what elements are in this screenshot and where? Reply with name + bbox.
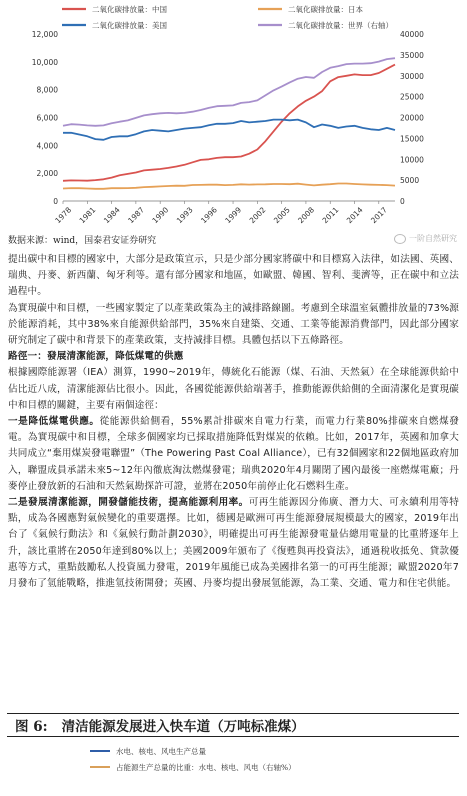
chart-lines bbox=[63, 58, 395, 189]
legend-item-hydro-nuclear-wind bbox=[90, 743, 420, 759]
paragraph-text: 可再生能源因分佈廣、潛力大、可永續利用等特點，成為各國應對氣候變化的重要選擇。比如，德國是歐洲可再生能源發展規模最大的國家，2019年出台了《氣候行動法》和《氣候行動計劃2030》，明確提出可再生能源發電量佔總用電量的比重將逐年上升，該比重將在2050年達到80%以上；美國2009年頒布了《復甦與再投資法》，通過稅收抵免、貸款優惠等方式，重點鼓勵私人投資風力發電，2019年風能已成為美國排名第一的可再生能源；歐盟2020年7月發布了氫能戰略，推進氫技術開發；英國、丹麥均提出發展氫能源，為工業、交通、電力和住宅供能。 bbox=[8, 497, 459, 590]
y-tick-label-left: 2,000 bbox=[36, 169, 58, 179]
x-tick-label: 1981 bbox=[77, 205, 98, 226]
x-tick-label: 1984 bbox=[101, 205, 122, 226]
y-tick-label-right: 5000 bbox=[400, 176, 420, 186]
source-note bbox=[8, 233, 459, 247]
y-tick-label-left: 4,000 bbox=[36, 141, 58, 151]
legend-label: 二氧化碳排放量：美国 bbox=[92, 21, 167, 30]
paragraph bbox=[8, 252, 459, 301]
y-tick-label-left: 10,000 bbox=[31, 57, 58, 67]
series-line-1 bbox=[63, 184, 395, 189]
y-tick-label-right: 15000 bbox=[400, 134, 424, 144]
wechat-icon bbox=[394, 234, 406, 244]
legend-label: 二氧化碳排放量：中国 bbox=[92, 5, 167, 14]
y-tick-label-right: 25000 bbox=[400, 92, 424, 102]
legend-swatch-orange bbox=[90, 766, 110, 768]
paragraph bbox=[8, 414, 459, 495]
y-tick-label-right: 30000 bbox=[400, 71, 424, 81]
chart-svg bbox=[0, 0, 467, 232]
y-tick-label-right: 20000 bbox=[400, 113, 424, 123]
y-tick-label-right: 0 bbox=[400, 197, 405, 206]
x-tick-label: 1978 bbox=[53, 205, 74, 226]
y-tick-label-left: 6,000 bbox=[36, 113, 58, 123]
y-tick-label-left: 8,000 bbox=[36, 85, 58, 95]
x-tick-label: 2005 bbox=[271, 205, 292, 226]
figure-title: 清洁能源发展进入快车道（万吨标准煤） bbox=[61, 719, 305, 735]
watermark-text: 一阶自然研究 bbox=[409, 234, 457, 243]
y-tick-label-right: 40000 bbox=[400, 30, 424, 39]
figure-title-bar bbox=[7, 713, 459, 737]
figure-6-legend bbox=[90, 743, 420, 775]
co2-emissions-chart bbox=[0, 0, 467, 232]
paragraph bbox=[8, 495, 459, 592]
y-tick-label-left: 12,000 bbox=[31, 30, 58, 39]
paragraph bbox=[8, 365, 459, 414]
y-tick-label-left: 0 bbox=[53, 197, 58, 206]
x-tick-label: 1993 bbox=[174, 205, 195, 226]
chart-legend bbox=[62, 4, 393, 30]
x-tick-label: 1999 bbox=[223, 205, 244, 226]
paragraph-text: 根據國際能源署（IEA）測算，1990~2019年，傳統化石能源（煤、石油、天然氣）在全球能源供給中佔比近八成，清潔能源佔比很小。因此，各國從能源供給端著手，推動能源供給側的全面清潔化是實現碳中和目標的關鍵，主要有兩個途徑： bbox=[8, 367, 459, 411]
x-tick-label: 1987 bbox=[126, 205, 147, 226]
x-tick-label: 2017 bbox=[369, 205, 389, 226]
legend-label: 占能源生产总量的比重：水电、核电、风电（右轴%） bbox=[116, 762, 296, 772]
paragraph-text: 提出碳中和目標的國家中，大部分是政策宣示，只是少部分國家將碳中和目標寫入法律，如法國、英國、瑞典、丹麥、新西蘭、匈牙利等。還有部分國家和地區，如歐盟、韓國、智利、斐濟等，正在碳中和立法過程中。 bbox=[8, 254, 459, 298]
paragraph-heading: 一是降低煤電供應。 bbox=[8, 416, 100, 428]
y-tick-label-right: 10000 bbox=[400, 155, 424, 165]
x-tick-label: 2011 bbox=[320, 205, 341, 226]
paragraph bbox=[8, 301, 459, 350]
figure-label: 图 6: bbox=[15, 719, 48, 735]
legend-item-share bbox=[90, 759, 420, 775]
x-tick-label: 1996 bbox=[199, 205, 219, 226]
legend-swatch-blue bbox=[90, 750, 110, 752]
x-tick-label: 2014 bbox=[344, 205, 365, 226]
x-tick-label: 1990 bbox=[150, 205, 171, 226]
x-tick-label: 2008 bbox=[296, 205, 317, 226]
paragraph-heading: 二是發展清潔能源，開發儲能技術，提高能源利用率。 bbox=[8, 497, 249, 509]
paragraph-text: 為實現碳中和目標，一些國家製定了以產業政策為主的減排路線圖。考慮到全球溫室氣體排放量的73%源於能源消耗，其中38%來自能源供給部門，35%來自建築、交通、工業等能源消費部門，因此部分國家研究制定了碳中和背景下的產業政策，支持減排目標。具體包括以下五條路徑。 bbox=[8, 302, 459, 347]
x-tick-label: 2002 bbox=[247, 205, 268, 226]
watermark bbox=[394, 233, 457, 244]
paragraph bbox=[8, 349, 459, 365]
legend-label: 二氧化碳排放量：日本 bbox=[288, 5, 363, 14]
legend-label: 水电、核电、风电生产总量 bbox=[116, 746, 206, 756]
paragraph-heading: 路徑一：發展清潔能源，降低煤電的供應 bbox=[8, 351, 184, 363]
article-body bbox=[8, 252, 459, 592]
y-tick-label-right: 35000 bbox=[400, 50, 424, 60]
source-text: 数据来源：wind，国泰君安证券研究 bbox=[8, 236, 157, 246]
legend-label: 二氧化碳排放量：世界（右轴） bbox=[288, 21, 393, 30]
series-line-3 bbox=[63, 58, 395, 126]
paragraph-text: 從能源供給側看，55%累計排碳來自電力行業，而電力行業80%排碳來自燃煤發電。為實現碳中和目標，全球多個國家均已採取措施降低對煤炭的依賴。比如，2017年，英國和加拿大共同成立“棄用煤炭發電聯盟”（The Powering Past Coal Alliance），已有32個國家和22個地區政府加入，聯盟成員承諾未來5~12年內徹底淘汰燃煤發電；瑞典2020年4月關閉了國內最後一座燃煤電廠；丹麥停止發放新的石油和天然氣勘探許可證，並將在2050年前停止化石燃料生產。 bbox=[8, 416, 459, 492]
